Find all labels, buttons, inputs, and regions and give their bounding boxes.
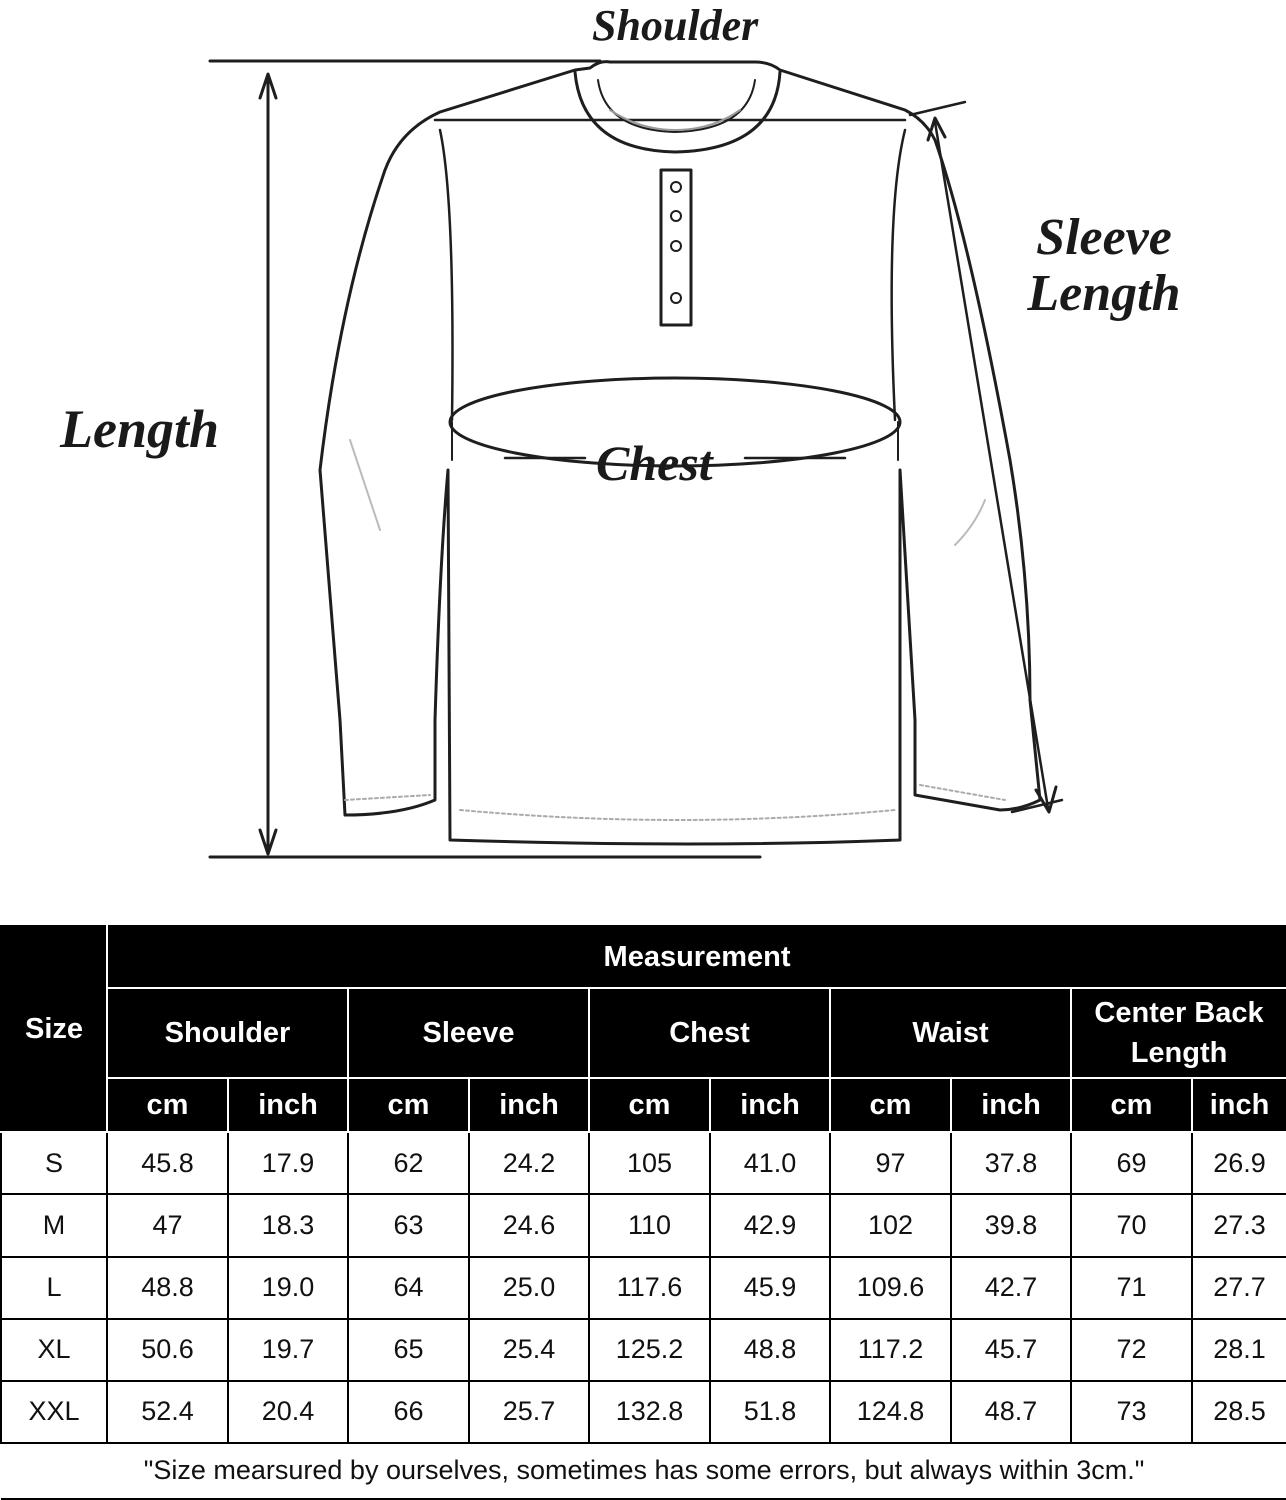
value-cell: 50.6: [107, 1319, 228, 1381]
size-chart-table: [0, 925, 1286, 1500]
table-row: [1, 1381, 1286, 1443]
unit-cm: cm: [348, 1078, 469, 1132]
value-cell: 20.4: [228, 1381, 348, 1443]
table-row: [1, 1194, 1286, 1256]
value-cell: 132.8: [589, 1381, 710, 1443]
value-cell: 45.8: [107, 1132, 228, 1194]
size-cell: S: [1, 1132, 107, 1194]
size-cell: M: [1, 1194, 107, 1256]
value-cell: 45.7: [951, 1319, 1071, 1381]
value-cell: 24.2: [469, 1132, 589, 1194]
value-cell: 70: [1071, 1194, 1192, 1256]
shoulder-label: Shoulder: [592, 1, 759, 50]
value-cell: 97: [830, 1132, 951, 1194]
value-cell: 62: [348, 1132, 469, 1194]
value-cell: 42.9: [710, 1194, 830, 1256]
value-cell: 110: [589, 1194, 710, 1256]
size-cell: XXL: [1, 1381, 107, 1443]
value-cell: 65: [348, 1319, 469, 1381]
sleeve-length-label: [1014, 210, 1194, 322]
value-cell: 48.7: [951, 1381, 1071, 1443]
value-cell: 42.7: [951, 1257, 1071, 1319]
value-cell: 64: [348, 1257, 469, 1319]
unit-cm: cm: [830, 1078, 951, 1132]
value-cell: 66: [348, 1381, 469, 1443]
value-cell: 47: [107, 1194, 228, 1256]
value-cell: 117.2: [830, 1319, 951, 1381]
sleeve-label-line2: Length: [1027, 265, 1181, 322]
value-cell: 48.8: [107, 1257, 228, 1319]
value-cell: 52.4: [107, 1381, 228, 1443]
value-cell: 109.6: [830, 1257, 951, 1319]
value-cell: 73: [1071, 1381, 1192, 1443]
column-header-center-back-length: Center Back Length: [1071, 988, 1286, 1078]
value-cell: 71: [1071, 1257, 1192, 1319]
sleeve-label-line1: Sleeve: [1036, 209, 1172, 266]
chest-label: Chest: [596, 435, 713, 491]
value-cell: 125.2: [589, 1319, 710, 1381]
value-cell: 41.0: [710, 1132, 830, 1194]
value-cell: 45.9: [710, 1257, 830, 1319]
unit-inch: inch: [951, 1078, 1071, 1132]
length-label: Length: [60, 399, 220, 459]
value-cell: 124.8: [830, 1381, 951, 1443]
unit-cm: cm: [107, 1078, 228, 1132]
value-cell: 69: [1071, 1132, 1192, 1194]
unit-inch: inch: [1192, 1078, 1286, 1132]
value-cell: 19.0: [228, 1257, 348, 1319]
value-cell: 18.3: [228, 1194, 348, 1256]
column-header-chest: Chest: [589, 988, 830, 1078]
table-row: [1, 1319, 1286, 1381]
value-cell: 48.8: [710, 1319, 830, 1381]
size-header: Size: [1, 926, 107, 1132]
value-cell: 63: [348, 1194, 469, 1256]
value-cell: 51.8: [710, 1381, 830, 1443]
value-cell: 27.7: [1192, 1257, 1286, 1319]
unit-cm: cm: [1071, 1078, 1192, 1132]
table-row: [1, 1132, 1286, 1194]
value-cell: 17.9: [228, 1132, 348, 1194]
value-cell: 25.4: [469, 1319, 589, 1381]
value-cell: 26.9: [1192, 1132, 1286, 1194]
measurement-header: Measurement: [107, 926, 1286, 988]
size-cell: XL: [1, 1319, 107, 1381]
value-cell: 24.6: [469, 1194, 589, 1256]
value-cell: 105: [589, 1132, 710, 1194]
value-cell: 39.8: [951, 1194, 1071, 1256]
value-cell: 25.0: [469, 1257, 589, 1319]
value-cell: 28.1: [1192, 1319, 1286, 1381]
value-cell: 27.3: [1192, 1194, 1286, 1256]
size-note: "Size mearsured by ourselves, sometimes has some errors, but always within 3cm.": [1, 1443, 1286, 1499]
size-cell: L: [1, 1257, 107, 1319]
column-header-waist: Waist: [830, 988, 1071, 1078]
unit-inch: inch: [469, 1078, 589, 1132]
value-cell: 37.8: [951, 1132, 1071, 1194]
value-cell: 117.6: [589, 1257, 710, 1319]
column-header-sleeve: Sleeve: [348, 988, 589, 1078]
unit-inch: inch: [228, 1078, 348, 1132]
value-cell: 72: [1071, 1319, 1192, 1381]
value-cell: 102: [830, 1194, 951, 1256]
table-row: [1, 1257, 1286, 1319]
unit-cm: cm: [589, 1078, 710, 1132]
value-cell: 19.7: [228, 1319, 348, 1381]
value-cell: 25.7: [469, 1381, 589, 1443]
unit-inch: inch: [710, 1078, 830, 1132]
column-header-shoulder: Shoulder: [107, 988, 348, 1078]
value-cell: 28.5: [1192, 1381, 1286, 1443]
